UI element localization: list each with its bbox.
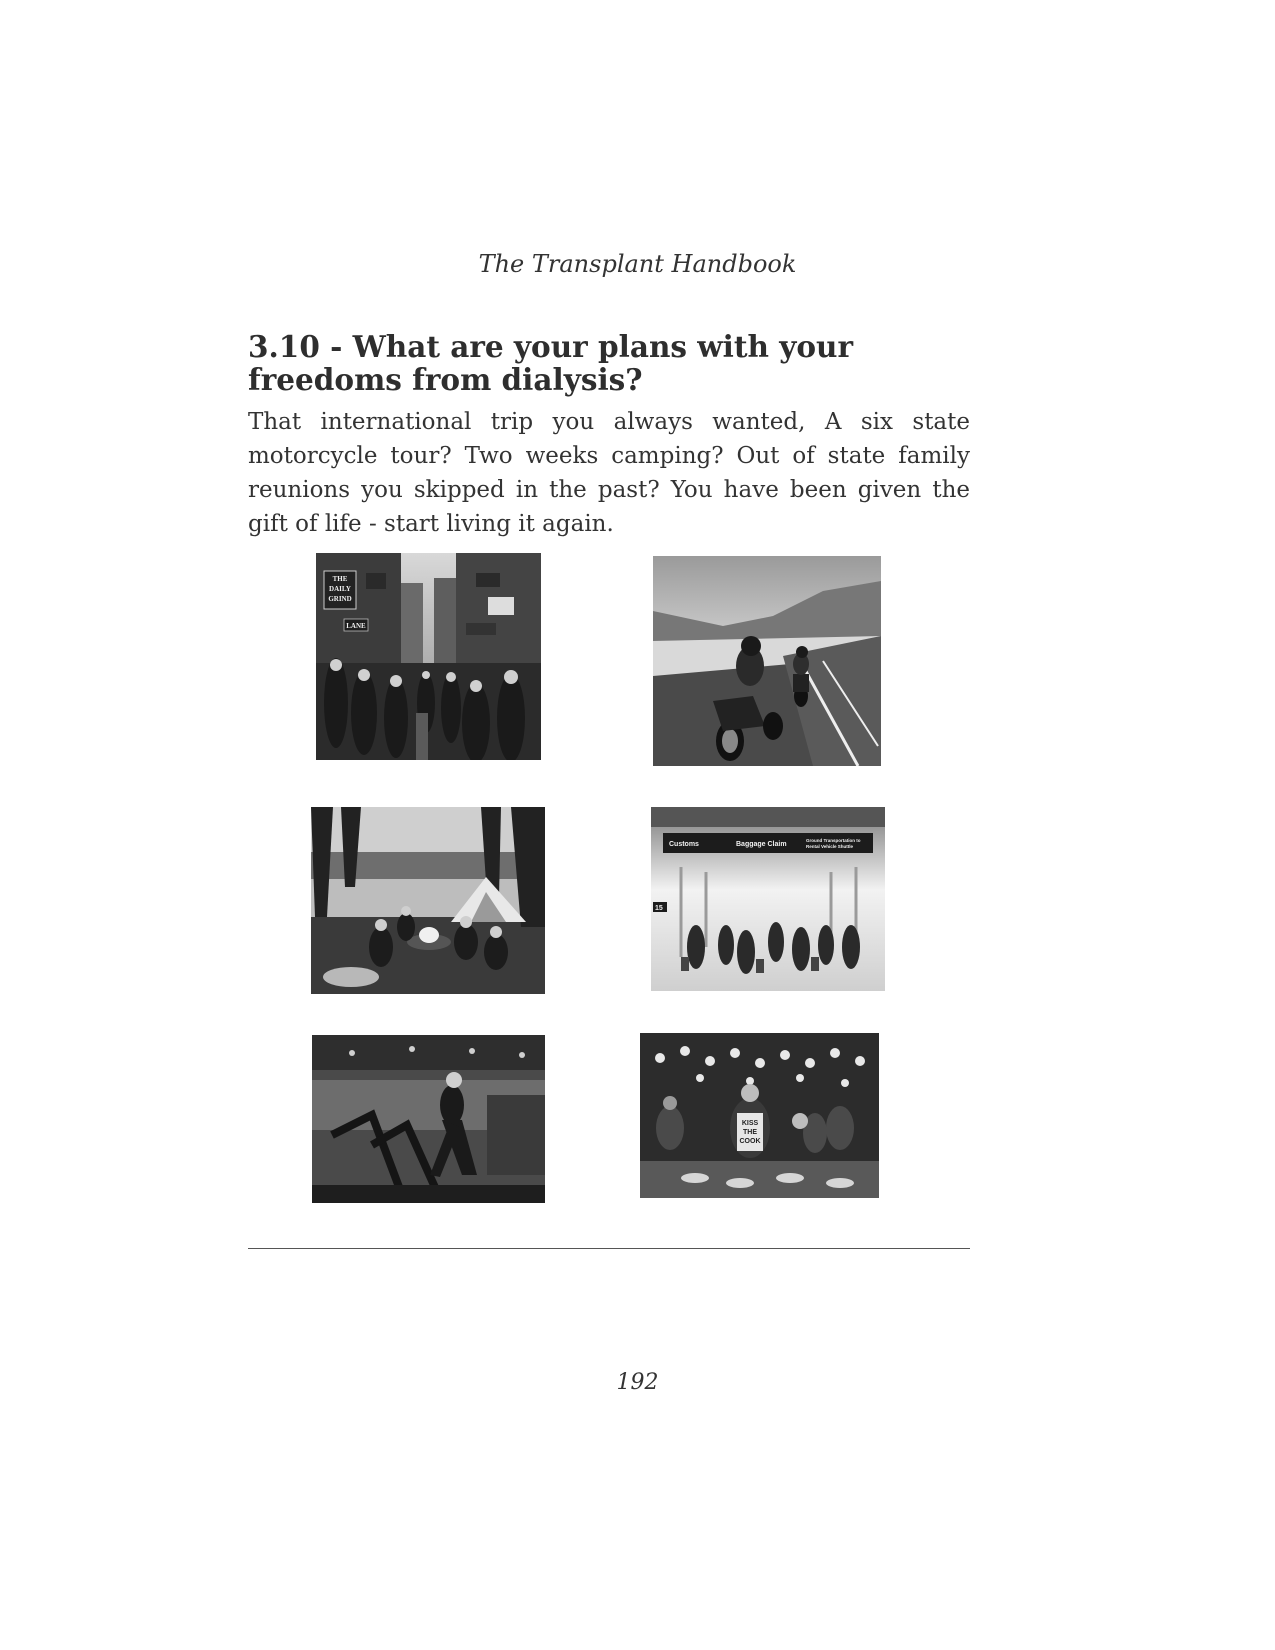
- cookout-gathering-photo: [640, 1033, 879, 1198]
- apron-text-kiss: KISS: [741, 1120, 759, 1127]
- airport-terminal-photo: [651, 807, 885, 991]
- section-body-paragraph: That international trip you always wanted, A six state motorcycle tour? Two weeks camping? Out of state family reunions you skipped in the past? You have been given the gift of life - start living it again.: [248, 409, 970, 537]
- city-street-photo: [316, 553, 541, 760]
- storefront-sign-the: THE: [332, 575, 348, 583]
- airport-gate-number: 15: [655, 905, 663, 912]
- running-header-title: The Transplant Handbook: [478, 250, 797, 278]
- motorcycle-tour-photo: [653, 556, 881, 766]
- storefront-sign-daily: DAILY: [329, 585, 351, 593]
- footer-divider: [248, 1248, 970, 1249]
- camping-photo: [311, 807, 545, 994]
- airport-sign-customs: Customs: [669, 841, 699, 848]
- airport-sign-rental-shuttle: Rental Vehicle Shuttle: [806, 844, 854, 849]
- section-title: 3.10 - What are your plans with your freedoms from dialysis?: [248, 329, 854, 397]
- apron-text-the: THE: [743, 1129, 757, 1136]
- airport-sign-baggage-claim: Baggage Claim: [736, 841, 787, 848]
- page-number: 192: [616, 1370, 659, 1395]
- storefront-sign-lane: LANE: [346, 622, 366, 630]
- apron-text-cook: COOK: [739, 1138, 761, 1145]
- airport-sign-ground-transport: Ground Transportation to: [806, 838, 861, 843]
- gym-treadmill-photo: [312, 1035, 545, 1203]
- storefront-sign-grind: GRIND: [328, 595, 352, 603]
